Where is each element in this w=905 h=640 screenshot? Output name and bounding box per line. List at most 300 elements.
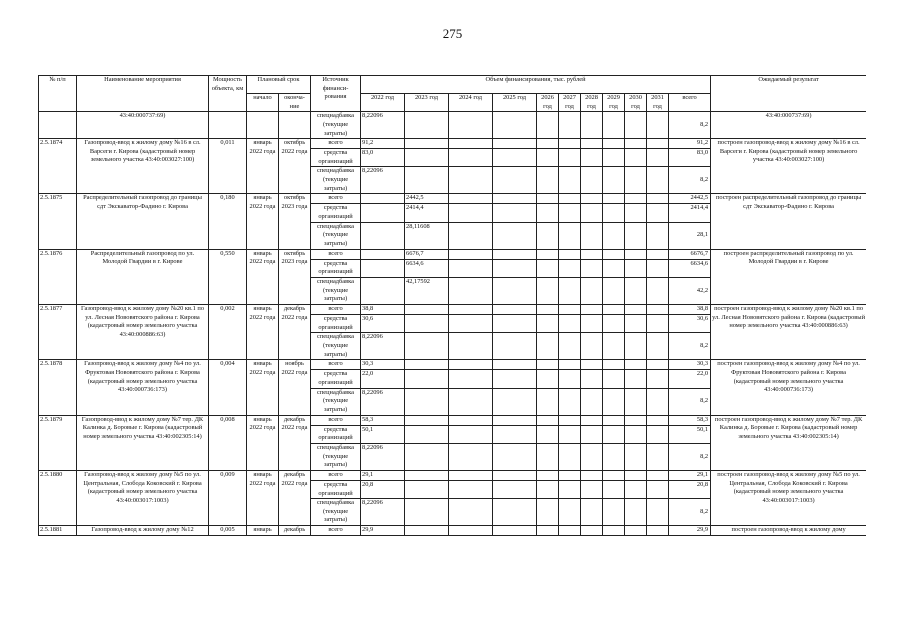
table-row xyxy=(39,526,867,536)
page-number: 275 xyxy=(442,26,463,41)
funding-2022: 91,2 xyxy=(361,139,405,149)
empty-cell xyxy=(603,370,625,388)
funding-2023 xyxy=(405,425,449,443)
empty-cell xyxy=(625,305,647,315)
project-start: январь 2022 года xyxy=(247,470,279,525)
empty-cell xyxy=(449,333,493,360)
table-row xyxy=(39,360,867,370)
funding-2022: 58,3 xyxy=(361,415,405,425)
carry-total: 8,2 xyxy=(669,112,711,139)
funding-2022 xyxy=(361,249,405,259)
project-name: Распределительный газопровод до границы сдт Экскаватор-Фадино г. Кирова xyxy=(77,194,209,249)
empty-cell xyxy=(493,425,537,443)
funding-2023: 6634,6 xyxy=(405,259,449,277)
table-row xyxy=(39,415,867,425)
funding-source: спецнадбавка (текущие затраты) xyxy=(311,278,361,305)
empty-cell xyxy=(647,194,669,204)
empty-cell xyxy=(647,425,669,443)
empty-cell xyxy=(603,425,625,443)
empty-cell xyxy=(493,194,537,204)
empty-cell xyxy=(537,204,559,222)
empty-cell xyxy=(625,333,647,360)
empty-cell xyxy=(603,278,625,305)
empty-cell xyxy=(559,415,581,425)
funding-total: 8,2 xyxy=(669,499,711,526)
funding-source: спецнадбавка (текущие затраты) xyxy=(311,499,361,526)
empty-cell xyxy=(449,139,493,149)
empty-cell xyxy=(537,388,559,415)
empty-cell xyxy=(537,470,559,480)
empty-cell xyxy=(603,443,625,470)
empty-cell xyxy=(449,360,493,370)
empty-cell xyxy=(625,278,647,305)
project-name: Газопровод-ввод к жилому дому №12 xyxy=(77,526,209,536)
carry-y2022: 8,22096 xyxy=(361,112,405,139)
empty-cell xyxy=(449,480,493,498)
header-capacity: Мощность объекта, км xyxy=(209,76,247,112)
funding-source: средства организаций xyxy=(311,370,361,388)
funding-2023: 28,11608 xyxy=(405,222,449,249)
project-name: Газопровод-ввод к жилому дому №16 в сл. Варсеги г. Кирова (кадастровый номер земельного участка 43:40:003027:100) xyxy=(77,139,209,194)
empty-cell xyxy=(449,278,493,305)
empty-cell xyxy=(625,526,647,536)
funding-total: 2414,4 xyxy=(669,204,711,222)
empty-cell xyxy=(581,112,603,139)
empty-cell xyxy=(537,526,559,536)
empty-cell xyxy=(625,222,647,249)
project-result: построен распределительный газопровод по ул. Молодой Гвардии в г. Кирове xyxy=(711,249,866,304)
empty-cell xyxy=(537,443,559,470)
funding-total: 8,2 xyxy=(669,388,711,415)
empty-cell xyxy=(537,360,559,370)
empty-cell xyxy=(537,305,559,315)
empty-cell xyxy=(581,315,603,333)
project-start: январь 2022 года xyxy=(247,305,279,360)
empty-cell xyxy=(493,305,537,315)
header-name: Наименование мероприятия xyxy=(77,76,209,112)
funding-2022 xyxy=(361,222,405,249)
funding-2023 xyxy=(405,167,449,194)
funding-2023: 2414,4 xyxy=(405,204,449,222)
project-name: Газопровод-ввод к жилому дому №20 кв.1 по ул. Лесная Нововятского района г. Кирова (кадастровый номер земельного участка 43:40:000886:63) xyxy=(77,305,209,360)
empty-cell xyxy=(625,480,647,498)
funding-total: 38,8 xyxy=(669,305,711,315)
funding-2023 xyxy=(405,315,449,333)
empty-cell xyxy=(647,222,669,249)
project-capacity: 0,004 xyxy=(209,360,247,415)
empty-cell xyxy=(537,415,559,425)
empty-cell xyxy=(625,112,647,139)
project-capacity: 0,005 xyxy=(209,526,247,536)
empty-cell xyxy=(581,415,603,425)
funding-total: 30,3 xyxy=(669,360,711,370)
project-capacity: 0,009 xyxy=(209,470,247,525)
empty-cell xyxy=(449,194,493,204)
funding-2022: 83,0 xyxy=(361,149,405,167)
empty-cell xyxy=(581,204,603,222)
empty-cell xyxy=(449,259,493,277)
project-capacity: 0,008 xyxy=(209,415,247,470)
empty-cell xyxy=(581,499,603,526)
funding-source: всего xyxy=(311,526,361,536)
empty-cell xyxy=(537,222,559,249)
empty-cell xyxy=(449,415,493,425)
empty-cell xyxy=(493,204,537,222)
empty-cell xyxy=(647,499,669,526)
project-num: 2.5.1876 xyxy=(39,249,77,304)
funding-source: всего xyxy=(311,194,361,204)
empty-cell xyxy=(647,360,669,370)
empty-cell xyxy=(647,443,669,470)
empty-cell xyxy=(581,425,603,443)
empty-cell xyxy=(559,112,581,139)
empty-cell xyxy=(603,139,625,149)
funding-source: средства организаций xyxy=(311,149,361,167)
empty-cell xyxy=(493,480,537,498)
funding-total: 2442,5 xyxy=(669,194,711,204)
funding-2023 xyxy=(405,149,449,167)
header-start: начало xyxy=(247,94,279,112)
funding-2022: 22,0 xyxy=(361,370,405,388)
empty-cell xyxy=(405,112,449,139)
project-result: построен распределительный газопровод до границы сдт Экскаватор-Фадино г. Кирова xyxy=(711,194,866,249)
empty-cell xyxy=(603,480,625,498)
empty-cell xyxy=(449,305,493,315)
empty-cell xyxy=(625,499,647,526)
funding-2023 xyxy=(405,139,449,149)
empty-cell xyxy=(625,443,647,470)
empty-cell xyxy=(603,305,625,315)
empty-cell xyxy=(603,194,625,204)
funding-source: спецнадбавка (текущие затраты) xyxy=(311,222,361,249)
empty-cell xyxy=(581,443,603,470)
empty-cell xyxy=(625,425,647,443)
project-start: январь 2022 года xyxy=(247,360,279,415)
funding-2023 xyxy=(405,443,449,470)
funding-2022: 8,22096 xyxy=(361,499,405,526)
project-capacity: 0,550 xyxy=(209,249,247,304)
project-end: декабрь xyxy=(279,526,311,536)
empty-cell xyxy=(625,194,647,204)
empty-cell xyxy=(647,470,669,480)
project-end: декабрь 2022 года xyxy=(279,415,311,470)
funding-2023 xyxy=(405,360,449,370)
funding-source: средства организаций xyxy=(311,425,361,443)
empty-cell xyxy=(625,388,647,415)
empty-cell xyxy=(625,315,647,333)
funding-2023 xyxy=(405,499,449,526)
empty-cell xyxy=(493,222,537,249)
funding-source: средства организаций xyxy=(311,480,361,498)
empty-cell xyxy=(559,222,581,249)
empty-cell xyxy=(603,360,625,370)
empty-cell xyxy=(537,315,559,333)
funding-total: 8,2 xyxy=(669,167,711,194)
empty-cell xyxy=(647,480,669,498)
empty-cell xyxy=(493,249,537,259)
funding-2022: 50,1 xyxy=(361,425,405,443)
funding-2023 xyxy=(405,370,449,388)
empty-cell xyxy=(493,139,537,149)
empty-cell xyxy=(449,499,493,526)
empty-cell xyxy=(493,112,537,139)
carry-end xyxy=(279,112,311,139)
empty-cell xyxy=(449,249,493,259)
project-num: 2.5.1880 xyxy=(39,470,77,525)
empty-cell xyxy=(581,259,603,277)
project-end: декабрь 2022 года xyxy=(279,305,311,360)
funding-total: 20,8 xyxy=(669,480,711,498)
empty-cell xyxy=(537,112,559,139)
empty-cell xyxy=(625,259,647,277)
funding-source: средства организаций xyxy=(311,315,361,333)
empty-cell xyxy=(449,388,493,415)
project-result: построен газопровод-ввод к жилому дому №16 в сл. Варсеги г. Кирова (кадастровый номер земельного участка 43:40:003027:100) xyxy=(711,139,866,194)
funding-table-container xyxy=(38,75,866,635)
table-row xyxy=(39,249,867,259)
funding-2023 xyxy=(405,415,449,425)
empty-cell xyxy=(647,333,669,360)
funding-2022: 30,6 xyxy=(361,315,405,333)
empty-cell xyxy=(581,222,603,249)
empty-cell xyxy=(449,526,493,536)
empty-cell xyxy=(625,204,647,222)
empty-cell xyxy=(493,360,537,370)
empty-cell xyxy=(537,333,559,360)
project-capacity: 0,002 xyxy=(209,305,247,360)
empty-cell xyxy=(603,333,625,360)
empty-cell xyxy=(625,415,647,425)
project-num: 2.5.1881 xyxy=(39,526,77,536)
header-year: 2024 год xyxy=(449,94,493,112)
empty-cell xyxy=(625,167,647,194)
project-num: 2.5.1875 xyxy=(39,194,77,249)
empty-cell xyxy=(493,370,537,388)
empty-cell xyxy=(647,249,669,259)
project-start: январь 2022 года xyxy=(247,415,279,470)
empty-cell xyxy=(559,443,581,470)
header-total: всего xyxy=(669,94,711,112)
header-num: № п/п xyxy=(39,76,77,112)
header-year: 2022 год xyxy=(361,94,405,112)
empty-cell xyxy=(647,259,669,277)
empty-cell xyxy=(581,278,603,305)
funding-2023 xyxy=(405,388,449,415)
project-num: 2.5.1874 xyxy=(39,139,77,194)
funding-2022: 8,22096 xyxy=(361,333,405,360)
empty-cell xyxy=(537,167,559,194)
empty-cell xyxy=(603,259,625,277)
empty-cell xyxy=(449,167,493,194)
funding-total: 29,9 xyxy=(669,526,711,536)
empty-cell xyxy=(559,278,581,305)
empty-cell xyxy=(559,249,581,259)
empty-cell xyxy=(559,139,581,149)
empty-cell xyxy=(581,388,603,415)
project-num: 2.5.1878 xyxy=(39,360,77,415)
carry-capacity xyxy=(209,112,247,139)
empty-cell xyxy=(449,470,493,480)
header-year: 2029 год xyxy=(603,94,625,112)
empty-cell xyxy=(537,194,559,204)
funding-source: спецнадбавка (текущие затраты) xyxy=(311,167,361,194)
funding-source: спецнадбавка (текущие затраты) xyxy=(311,388,361,415)
empty-cell xyxy=(581,370,603,388)
empty-cell xyxy=(559,425,581,443)
empty-cell xyxy=(537,139,559,149)
funding-source: средства организаций xyxy=(311,204,361,222)
funding-total: 58,3 xyxy=(669,415,711,425)
project-name: Распределительный газопровод по ул. Молодой Гвардии в г. Кирове xyxy=(77,249,209,304)
empty-cell xyxy=(537,249,559,259)
empty-cell xyxy=(537,499,559,526)
empty-cell xyxy=(581,526,603,536)
empty-cell xyxy=(581,194,603,204)
project-name: Газопровод-ввод к жилому дому №7 тер. ДК Калинка д. Боровые г. Кирова (кадастровый номер земельного участка 43:40:002305:14) xyxy=(77,415,209,470)
empty-cell xyxy=(603,167,625,194)
funding-source: средства организаций xyxy=(311,259,361,277)
project-capacity: 0,011 xyxy=(209,139,247,194)
empty-cell xyxy=(647,204,669,222)
empty-cell xyxy=(647,526,669,536)
empty-cell xyxy=(647,415,669,425)
empty-cell xyxy=(647,149,669,167)
table-row xyxy=(39,305,867,315)
empty-cell xyxy=(603,470,625,480)
empty-cell xyxy=(647,370,669,388)
funding-total: 22,0 xyxy=(669,370,711,388)
table-row xyxy=(39,139,867,149)
empty-cell xyxy=(559,315,581,333)
empty-cell xyxy=(449,149,493,167)
header-year: 2026 год xyxy=(537,94,559,112)
funding-source: спецнадбавка (текущие затраты) xyxy=(311,333,361,360)
empty-cell xyxy=(581,305,603,315)
empty-cell xyxy=(537,425,559,443)
project-start: январь 2022 года xyxy=(247,139,279,194)
header-result: Ожидаемый результат xyxy=(711,76,866,112)
funding-2023: 6676,7 xyxy=(405,249,449,259)
funding-2022: 8,22096 xyxy=(361,443,405,470)
empty-cell xyxy=(581,480,603,498)
funding-source: всего xyxy=(311,470,361,480)
empty-cell xyxy=(647,315,669,333)
funding-2023 xyxy=(405,480,449,498)
empty-cell xyxy=(581,333,603,360)
funding-2023: 2442,5 xyxy=(405,194,449,204)
header-funding: Объем финансирования, тыс. рублей xyxy=(361,76,711,94)
empty-cell xyxy=(603,499,625,526)
funding-2023: 42,17592 xyxy=(405,278,449,305)
empty-cell xyxy=(647,112,669,139)
funding-2023 xyxy=(405,526,449,536)
funding-source: всего xyxy=(311,249,361,259)
empty-cell xyxy=(449,443,493,470)
funding-2022: 30,3 xyxy=(361,360,405,370)
project-start: январь xyxy=(247,526,279,536)
funding-2022 xyxy=(361,278,405,305)
empty-cell xyxy=(625,360,647,370)
empty-cell xyxy=(603,526,625,536)
empty-cell xyxy=(449,222,493,249)
funding-2022 xyxy=(361,259,405,277)
empty-cell xyxy=(559,480,581,498)
empty-cell xyxy=(647,388,669,415)
project-name: Газопровод-ввод к жилому дому №4 по ул. Фруктовая Нововятского района г. Кирова (кадастровый номер земельного участка 43:40:000736:173) xyxy=(77,360,209,415)
empty-cell xyxy=(559,204,581,222)
project-name: Газопровод-ввод к жилому дому №5 по ул. Центральная, Слобода Коковский г. Кирова (кадастровый номер земельного участка 43:40:003017:1003) xyxy=(77,470,209,525)
empty-cell xyxy=(647,139,669,149)
empty-cell xyxy=(493,443,537,470)
project-capacity: 0,180 xyxy=(209,194,247,249)
carry-name: 43:40:000737:69) xyxy=(77,112,209,139)
empty-cell xyxy=(493,388,537,415)
empty-cell xyxy=(603,388,625,415)
empty-cell xyxy=(493,470,537,480)
empty-cell xyxy=(493,149,537,167)
carry-num xyxy=(39,112,77,139)
empty-cell xyxy=(603,249,625,259)
empty-cell xyxy=(449,112,493,139)
empty-cell xyxy=(603,149,625,167)
funding-2022: 8,22096 xyxy=(361,388,405,415)
empty-cell xyxy=(581,249,603,259)
empty-cell xyxy=(537,149,559,167)
empty-cell xyxy=(559,388,581,415)
empty-cell xyxy=(493,167,537,194)
funding-total: 29,1 xyxy=(669,470,711,480)
header-year: 2030 год xyxy=(625,94,647,112)
funding-total: 42,2 xyxy=(669,278,711,305)
funding-2022: 38,8 xyxy=(361,305,405,315)
funding-total: 50,1 xyxy=(669,425,711,443)
funding-2022: 29,1 xyxy=(361,470,405,480)
empty-cell xyxy=(647,167,669,194)
empty-cell xyxy=(559,149,581,167)
empty-cell xyxy=(559,499,581,526)
funding-source: всего xyxy=(311,305,361,315)
empty-cell xyxy=(625,139,647,149)
empty-cell xyxy=(603,415,625,425)
funding-2022 xyxy=(361,204,405,222)
funding-2023 xyxy=(405,333,449,360)
project-start: январь 2022 года xyxy=(247,249,279,304)
project-result: построен газопровод-ввод к жилому дому №4 по ул. Фруктовая Нововятского района г. Кирова (кадастровый номер земельного участка 43:40:000736:173) xyxy=(711,360,866,415)
funding-total: 28,1 xyxy=(669,222,711,249)
project-end: октябрь 2023 года xyxy=(279,249,311,304)
empty-cell xyxy=(559,333,581,360)
funding-total: 6634,6 xyxy=(669,259,711,277)
empty-cell xyxy=(581,470,603,480)
project-end: декабрь 2022 года xyxy=(279,470,311,525)
empty-cell xyxy=(603,112,625,139)
funding-total: 83,0 xyxy=(669,149,711,167)
funding-source: всего xyxy=(311,139,361,149)
funding-2022: 20,8 xyxy=(361,480,405,498)
header-source: Источник финанси-рования xyxy=(311,76,361,112)
funding-2023 xyxy=(405,305,449,315)
carry-result: 43:40:000737:69) xyxy=(711,112,866,139)
funding-total: 8,2 xyxy=(669,443,711,470)
empty-cell xyxy=(603,204,625,222)
funding-2022: 29,9 xyxy=(361,526,405,536)
project-num: 2.5.1877 xyxy=(39,305,77,360)
empty-cell xyxy=(559,470,581,480)
funding-total: 91,2 xyxy=(669,139,711,149)
empty-cell xyxy=(581,139,603,149)
empty-cell xyxy=(625,149,647,167)
empty-cell xyxy=(537,259,559,277)
